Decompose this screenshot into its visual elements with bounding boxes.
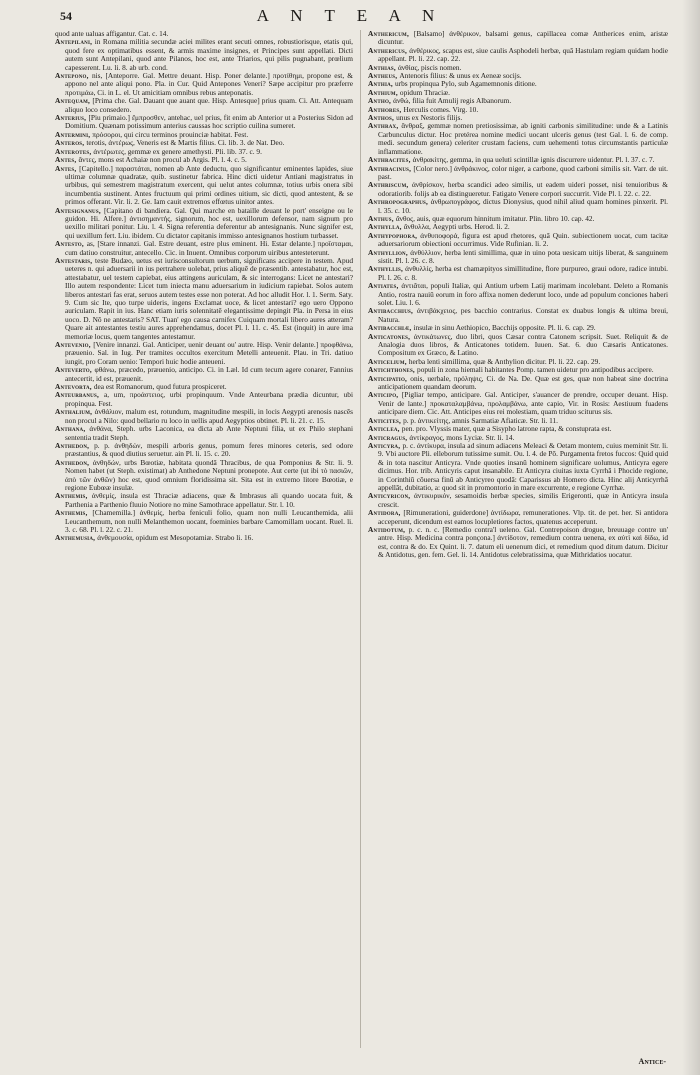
entry-headword: Anticragus, [368, 432, 410, 442]
entry-text: [Pigliar tempo, anticipare. Gal. Anticiper, s'auancer de prendre, occuper deuant. Hisp. Venir de lante.] προκαταλαμβάνω, προλαμβάνω, ante capio, Vir. in Rosis: Aestiuum fuadens anticipare diem. Cic. Att. Anticipes eius rei molestiam, quam triduo sciturus sis. [378, 390, 668, 417]
dictionary-entry [55, 114, 353, 131]
dictionary-entry [368, 391, 668, 416]
entry-headword: Anteros, [55, 138, 87, 148]
entry-headword: Anticyricon, [368, 491, 415, 501]
entry-headword: Antestaris, [55, 255, 96, 265]
dictionary-entry [368, 375, 668, 392]
entry-text: quod ante ualuas affigantur. Cat. c. 14. [55, 29, 169, 38]
dictionary-entry [368, 181, 668, 198]
dictionary-entry [368, 30, 668, 47]
entry-text: ἀνθεμίς, insula est Thraciæ adiacens, quæ & Imbrasus ali quando uocata fuit, & Parthenia a Parthenio fluuio Notiore no mine Samothrace appellatur. Str. l. 10. [65, 491, 353, 509]
entry-headword: Anthyllion, [368, 247, 411, 257]
entry-text: ἀνθυποφορά, figura est apud rhetores, quā Quin. subiectionem uocat, cum tacitæ aduersariorum obiectioni occurrimus. Vide Rufinian. li. 2. [378, 230, 669, 249]
entry-headword: Anthus, [368, 213, 396, 223]
entry-text: ἀντικυρικόν, sesamoidis herbæ species, similis Erigeronti, quæ in Anticyra insula crescit. [378, 491, 669, 509]
dictionary-entry [55, 240, 353, 257]
entry-headword: Anterotes, [55, 146, 94, 156]
dictionary-entry [368, 509, 668, 526]
dictionary-entry [55, 408, 353, 425]
dictionary-entry [368, 47, 668, 64]
entry-headword: Anteurbanus, [55, 390, 104, 400]
entry-text: Antenoris filius: & unus ex Aeneæ socijs. [399, 71, 522, 81]
entry-text: insulæ in sinu Aethiopico, Bacchijs opposite. Pl. li. 6. cap. 29. [413, 323, 596, 333]
dictionary-entry [55, 492, 353, 509]
entry-headword: Anticites, [368, 415, 404, 425]
entry-text: ἄνθραξ, gemmæ nomen pretiosissimæ, ab igniti carbonis similitudine: unde & a Latinis Carbunculus dictur. Hoc pretérea nomine medici uocant ulceris genus (test Gal. l. 6. de comp. medi. secundum genera) celeriter crustam faciens, cum uehementi totus circumstantis particulæ inflammatione. [378, 121, 668, 156]
entry-text: [Piu primaio.] ἔμπροσθεν, antehac, uel prius, fit enim ab Anterior ut a Posterius Sidon ad Domitium. Quænam potissimum anterius caussas hoc scriptio cuilina sumeret. [65, 113, 353, 131]
entry-headword: Anticelium, [368, 356, 409, 366]
entry-headword: Antho, [368, 96, 394, 106]
page-header [0, 6, 700, 28]
dictionary-entry [368, 333, 668, 358]
right-column [368, 30, 668, 560]
entry-headword: Anticipatio, [368, 373, 411, 383]
entry-headword: Anthemis, [55, 491, 92, 501]
entry-text: nis, [Anteporre. Gal. Mettre deuant. Hisp. Poner delante.] προτίθημι, propone est, & appono nel ante aliqui pono. Pla. in Cur. Quid Antepones Veneri? Sæpe accipitur pro præferre προτιμάω, Ci. in L. el. Ut amicitiam omnibus rebus anteponatis. [65, 71, 353, 97]
dictionary-entry [368, 232, 668, 249]
page-edge-shadow [682, 0, 700, 1075]
entry-headword: Anteverto, [55, 365, 95, 375]
entry-text: ἀντιᾶται, populi Italiæ, qui Antium urbem Latij marimam incolebant. Deleto a Romanis Antio, rostra nauiū eorum in foro affixa nomen dederunt loco, unde ad populum conciones haberi solet. Liu. l. 6. [378, 281, 668, 307]
entry-headword: Antequam, [55, 96, 93, 106]
page-number: 54 [60, 9, 72, 23]
entry-headword: Antevorta, [55, 382, 94, 392]
entry-text: ἀνθώ, filia fuit Amulij regis Albanorum. [393, 96, 512, 106]
entry-text: πρόσοροι, qui circu terminos prouinciæ habitat. Fest. [92, 129, 249, 139]
entry-text: ἀνθέρικος, scapus est, siue caulis Asphodeli herbæ, quā Hastulam regiam quidam hodie appellant. Pl. li. 22. cap. 22. [378, 45, 669, 64]
dictionary-entry [55, 97, 353, 114]
entry-headword: Anthypophora, [368, 230, 421, 240]
entry-text: populi in zona hiemali habitantes Pomp. tamen uidetur pro antipodibus accipere. [417, 365, 654, 375]
entry-text: p. p. ἀνθηδών, mespili arboris genus, pomum feres minores ceteris, sed odore præstantius, & quod diutius seruetur. ain Pl. li. 15. c. 20. [65, 440, 353, 459]
entry-text: as, [Stare innanzi. Gal. Estre deuant, estre plus eminent. Hi. Estar delante.] προΐσταμαι, cum datiuo construitur, antecello. Cic. in Inuent. Omnibus corporum uiribus antesteterunt. [65, 239, 353, 257]
dictionary-entry [55, 366, 353, 383]
entry-text: ἄντες, mons est Achaiæ non procul ab Argis. Pl. l. 4. c. 5. [78, 155, 247, 165]
entry-text: onis, uerbale, πρόληψις, Ci. de Na. De. Quæ est ges, quæ non habeat sine doctrina anticipationem quandam deorum. [378, 373, 668, 392]
entry-text: ἀνθρωπογράφος, dictus Dionysius, quod nihil aliud quam homines pinxerit. Pl. l. 35. c. 10. [378, 197, 668, 215]
entry-headword: Anthemusia, [55, 533, 98, 543]
entry-headword: Anthropographus, [368, 197, 431, 207]
entry-text: ἀνθρακίτης, gemma, in qua ueluti scintillæ ignis discurrere uidentur. Pl. l. 37. c. 7. [412, 155, 655, 165]
entry-headword: Anthedon, [55, 457, 93, 467]
entry-headword: Anthriscum, [368, 180, 412, 190]
entry-headword: Anthores, [368, 104, 404, 114]
entry-headword: Anthrax, [368, 121, 402, 131]
entry-headword: Antes, [55, 155, 79, 165]
dictionary-entry [368, 442, 668, 492]
entry-text: [Rimunerationi, guiderdone] ἀντίδωρα, remunerationes. Vlp. tit. de pet. her. Si antidora acceperunt, dicendum est eamos locupletiores factos, quatenus acceperunt. [378, 508, 668, 526]
entry-text: [Color nero.] ἀνθράκινος, color niger, a carbone, quod carboni similis sit. Varr. de uit. past. [378, 163, 668, 181]
entry-headword: Anticipo, [368, 390, 402, 400]
entry-text: [Balsamo] ἀνθέρικον, balsami genus, capillacea comæ Antherices enim, aristæ dicuntur. [378, 29, 668, 47]
dictionary-entry [368, 122, 668, 156]
dictionary-entry [55, 391, 353, 408]
entry-headword: Anthemis, [55, 508, 93, 518]
entry-text: Herculis comes. Virg. 10. [403, 104, 479, 114]
entry-headword: Antesignanus, [55, 205, 104, 215]
entry-text: ἀνθάλιον, malum est, rotundum, magnitudine mespili, in locis Aegypti arenosis nascēs non procul a Nilo: quod bellario ru loco in uellis apud Aegyptios obtinet. Pl. li. 21. c. 15. [65, 407, 354, 425]
dictionary-entry [55, 257, 353, 341]
dictionary-entry [55, 459, 353, 493]
entry-text: herba lenti simillima, quæ & Anthylion dicitur. Pl. li. 22. cap. 29. [408, 356, 601, 366]
entry-text: ἀνθάνα, Steph. urbs Laconica, ea dicta ab Ante Neptuni filia, ut ex Philo stephani sententia tradit Steph. [65, 424, 353, 442]
catchword: Antice- [638, 1057, 666, 1066]
dictionary-entry [368, 307, 668, 324]
dictionary-entry [55, 341, 353, 366]
entry-headword: Antidora, [368, 508, 404, 518]
entry-text: a, um, προάστειος, urbi propinquum. Vnde Anteurbana prædia dicuntur, ubi propinqua. Fest. [65, 390, 353, 408]
entry-headword: Anthias, [368, 62, 398, 72]
entry-text: [Capitano di bandiera. Gal. Qui marche en bataille deuant le port' enseigne ou le guidon. Hi. Alfere.] ἀντισημαντής, signorum, hoc est, uexillorum defensor, nam signum pro uexillo militari ponitur. Liu. l. 4. Signa referentia deferentur ab antesignanis. Nunc signifer est, qui uexillum fert. Liu. ibidem. Cu dictator capitanis immisso antesignanos hostium turbasset. [65, 205, 353, 240]
entry-headword: Antibacchius, [368, 306, 417, 316]
entry-headword: Anthia, [368, 79, 395, 89]
entry-text: ἀντέρωτες, gemmæ ex genere amethysti. Pli. lib. 37. c. 9. [93, 146, 262, 156]
entry-headword: Antichthones, [368, 365, 418, 375]
entry-headword: Anticlea, [368, 424, 402, 434]
entry-headword: Anthylla, [368, 222, 404, 232]
entry-headword: Anthericus, [368, 45, 410, 55]
entry-text: p. c. ἀντίκυρα, insula ad sinum adiacens Meleaci & Oetam montem, cuius meminit Str. li. 9. Vbi auctore Pli. elleborum tutissime sumit. Ou. l. 4. de Pō. Purgamenta fretos fuccos: Quid quid & in tota nascitur Anticyra. Vnde quoties insanū hominem significare uolumus, Anticyra egere dicimus. Hor. trib. Anticyris caput insanabile. Et Anticyra ciuitas iuxta Cyrrhā i Phocide regione, in Corinthiū cōuersa finū ab Anticyreo quodā: Caparissus ab Homero dicta. Hinc alij Anticyrrhā appellāt, dubitatio, a: quod sit in promontorio in mare excurrente, e regione Cyrrhæ. [378, 440, 669, 492]
dictionary-entry [368, 249, 668, 266]
entry-headword: Anthracites, [368, 155, 413, 165]
entry-text: ἀνθύλλιον, herba lenti simillima, quæ in uino pota uesicam uitijs liberat, & sanguinem sistit. Pl. l. 26. c. 8. [378, 247, 668, 265]
entry-headword: Anthalium, [55, 407, 95, 417]
entry-headword: Antes, [55, 163, 80, 173]
entry-text: terotis, ἀντέρως, Veneris est & Martis filius. Ci. lib. 3. de Nat. Deo. [86, 138, 285, 148]
dictionary-entry [55, 425, 353, 442]
entry-text: ἀνθυλλίς, herba est chamæpityos simillitudine, flore purpureo, graui odore, radice intubi. Pl. l. 26. c. 8. [378, 264, 668, 282]
entry-text: ἄνθυλλα, Aegypti urbs. Herod. li. 2. [403, 222, 510, 232]
dictionary-entry [55, 165, 353, 207]
dictionary-entry [55, 38, 353, 72]
dictionary-entry [55, 207, 353, 241]
entry-text: in Romana militia secundæ aciei milites erant secuti omnes, robustiorisque, etatis qui, quod fere ex optimatibus essent, & armis maxime insignes, et Principes sunt appellati. Dicti autem sunt Antepilani, quod ante Pilanos, hoc est, ante Triarios, qui pilis pugnabant, prœlium capesserent. Lu. li. 8. ab urb. cond. [65, 37, 353, 72]
entry-headword: Antepono, [55, 71, 92, 81]
dictionary-entry [368, 282, 668, 307]
dictionary-entry [368, 165, 668, 182]
column-divider [360, 30, 361, 1048]
dictionary-entry [55, 534, 353, 542]
entry-headword: Antepilani, [55, 37, 95, 47]
dictionary-entry [55, 72, 353, 97]
entry-headword: Anthracinus, [368, 163, 414, 173]
entry-headword: Antermini, [55, 129, 93, 139]
entry-text: ἄνθος, auis, quæ equorum hinnitum imitatur. Plin. libro 10. cap. 42. [395, 213, 595, 223]
entry-text: ἀνθεμουσία, opidum est Mesopotamiæ. Strabo li. 16. [97, 533, 254, 543]
dictionary-entry [368, 198, 668, 215]
dictionary-entry [55, 442, 353, 459]
running-head: A N T E A N [256, 6, 444, 25]
entry-headword: Antevenio, [55, 340, 94, 350]
entry-text: ἀνθρίσκον, herba scandici adeo similis, ut eadem uideri posset, nisi tenuioribus & odoratiorib. folijs ab ea distingueretur. Fatigato Venere corpori succurrit. Vide Pl. l. 22. c. 22. [378, 180, 668, 198]
entry-text: opidum Thraciæ. [399, 87, 450, 97]
entry-text: ἀντίκραγος, mons Lyciæ. Str. li. 14. [409, 432, 515, 442]
entry-text: [Prima che. Gal. Dauant que auant que. Hisp. Antesque] prius quam. Ci. Att. Antequam aliquo loco consedero. [65, 96, 353, 114]
entry-text: ἀντικάτωνες, duo libri, quos Cæsar contra Catonem scripsit. Suet. Reliquit & de Analogia duos libros, & Anticatones totidem. Iuuen. Sat. 6. duo Cæsaris Anticatones. Compositum ex Græco, & Latino. [378, 331, 668, 358]
entry-headword: Anticyra, [368, 440, 403, 450]
entry-headword: Anthana, [55, 424, 90, 434]
entry-text: ἀντιβάκχειος, pes bacchio contrarius. Constat ex duabus longis & ultima breui, Natura. [378, 306, 668, 324]
entry-headword: Anticatones, [368, 331, 414, 341]
entry-text: [Chamemilla.] ἀνθεμίς, herba feniculi folio, quam non nulli Leucanthemida, alii Leucanthemum, non nulli Melanthemon uocant, foeminies barbare Camomillam uocant. Ruel. li. 3. c. 68. Pl. l. 22. c. 21. [65, 508, 353, 534]
entry-headword: Antesto, [55, 239, 87, 249]
entry-text: ἀνθίας, piscis nomen. [397, 62, 462, 72]
left-column [55, 30, 353, 543]
dictionary-entry [55, 509, 353, 534]
entry-text: ἀνθηδών, urbs Bœotiæ, habitata quondā Thracibus, de qua Pomponius & Str. li. 9. Nomen habet (ut Steph. existimat) ab Anthedone Neptuni pronepote. Aut certe (ut ibi τὸ πασιῶν, ἀπὸ τῶν ἀνθῶν) hoc est, quod omnium floridissima sit. Sita est in extremo litore Bœotiæ, e regione Eubœæ insulæ. [65, 457, 353, 492]
entry-headword: Anthyllis, [368, 264, 406, 274]
entry-headword: Antidotum, [368, 524, 409, 534]
entry-headword: Anthos, [368, 113, 397, 123]
entry-headword: Anthericum, [368, 29, 414, 38]
entry-headword: Anthium, [368, 87, 400, 97]
entry-text: teste Budæo, uetus est iurisconsultorum uerbum, significans accipere in testem. Apud ueteres n. qui aduersarii in ius pertrahere uolebat, prius aliquē de præsentib. antestabatur, hoc est, attestabatur, uel testem capiebat, eius attingens auriculam, & sic interrogans: Licet ne antestari? Illo autem respondente: Licet tum iniecta manu aduersarium in iudicium rapiebat. Solos autem liberos antestari fas erat, seruos autem testes esse non poterat. Ad hoc alludit Hor. l. 1. Serm. Saty. 9. Cum sic Ite, quo turpe uideris, ingens Exclamat uoce, & licet antestari? ego uero Oppono auriculam. Rapit in ius. Hanc etiam iuris solennitatē elegantissime depingit Pla. in Persa in eius uoco. D. Nō ne antestaris? SAT. Tuan' ego causa carnifex Cuiquam mortali libero aures atteram? Quare ait antestantes testiu aures apprehendamus, docet Pl. l. 11. c. 45. Est (inquit) in aure ima memoriæ locus, quem tangentes antestamur. [65, 255, 353, 341]
entry-text: φθάνω, præcedo, præuenio, anticipo. Ci. in Læl. Id cum tecum agere conarer, Fannius antecertit, id est, præuenit. [65, 365, 353, 383]
entry-text: dea est Romanorum, quod futura prospiceret. [93, 382, 227, 392]
dictionary-entry [368, 526, 668, 560]
entry-headword: Anthedon, [55, 440, 95, 450]
entry-text: urbs propinqua Pylo, sub Agamemnonis ditione. [394, 79, 537, 89]
entry-headword: Anterius, [55, 113, 89, 123]
entry-headword: Antheus, [368, 71, 400, 81]
entry-text: unus ex Nestoris filijs. [396, 113, 463, 123]
entry-headword: Antibacchiæ, [368, 323, 414, 333]
entry-text: pen. pro. Vlyssis mater, quæ a Sisypho latrone rapta, & constuprata est. [401, 424, 612, 434]
entry-text: [Capitello.] παραστάται, nomen ab Ante deductu, quo significantur eminentes lapides, siue ultimæ columnæ quadratæ, quib. sustinetur fabrica. Hinc dicti uidetur Antiani magistratus in urbibus, qui semestrem magistratum exercent, qui uelut antes columnæ, totius urbis onera sibi incumbentia sustinent. Antes fructuum qui primi ordines uitium, sic dicti, quod antestent, & se primos offerant. Vir. li. 2. Ge. Iam cauit extremos effœtus uinitor antes. [65, 163, 354, 207]
entry-text: p. p. ἀντικείτης, amnis Sarmatiæ Afiaticæ. Str. li. 11. [403, 415, 558, 425]
entry-headword: Antiates, [368, 281, 402, 291]
dictionary-entry [368, 265, 668, 282]
entry-text: p. c. n. c. [Remedio contra'l ueleno. Gal. Contrepoison drogue, breuuage contre un' antre. Hisp. Medicina contra ponçona.] ἀντίδοτον, remedium contra uenena, ex αὐτὶ καὶ δίδω, id est, contra & do. Ex Quint. li. 7. datum eli uenenum dici, et remedium quod ditum datum. Dicitur & Antidotus, gen. fem. Gel. li. 14. Antidotus celebratissima, quæ Mithridatios uocatur. [378, 524, 668, 560]
dictionary-entry [368, 492, 668, 509]
entry-text: [Venire innanzi. Gal. Anticiper, uenir deuant ou' autre. Hisp. Venir delante.] προφθάνω, præuenio. Sal. in Iug. Per tramites occultos exercitum Metelli anteuenit. Plau. in Tri. datiuo iungit, pro Coram uenio: Tempori huic hodie anteueni. [65, 340, 353, 366]
